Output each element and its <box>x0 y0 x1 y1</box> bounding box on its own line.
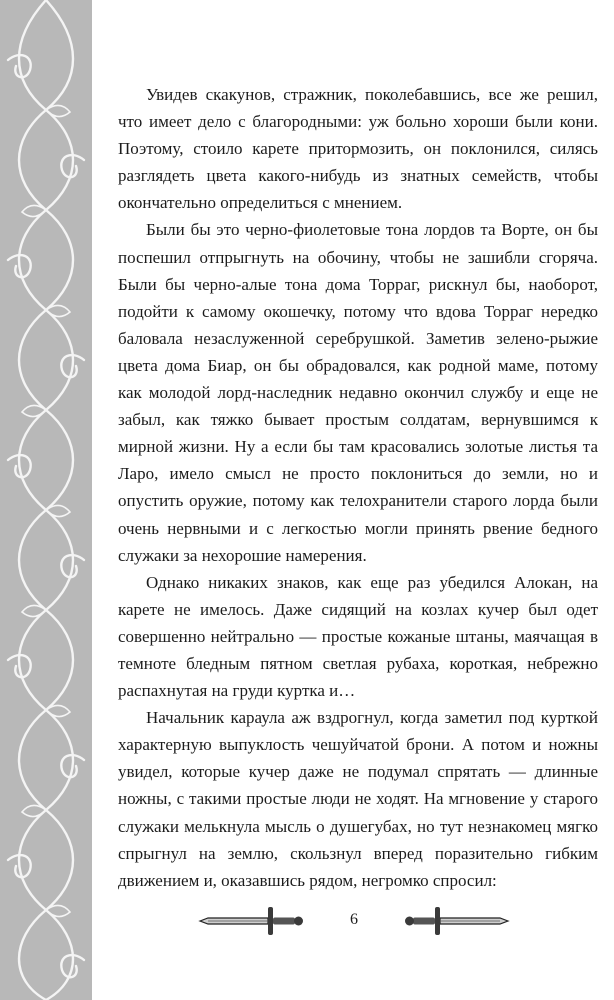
paragraph: Увидев скакунов, стражник, поколебавшись, все же решил, что имеет дело с благородными: уж больно хороши были кони. Поэтому, стоило карете притормозить, он поклонился, силясь разглядеть цвета какого-нибудь из знатных семейств, чтобы окончательно определиться с мнением. <box>118 85 598 213</box>
body-text <box>118 81 598 894</box>
paragraph: Начальник караула аж вздрогнул, когда заметил под курткой характерную выпуклость чешуйчатой брони. А потом и ножны увидел, которые кучер даже не подумал спрятать — длинные ножны, с такими простые люди не ходят. На мгновение у старого служаки мелькнула мысль о душегубах, но тут незнакомец мягко спрыгнул на землю, скользнул вперед поразительно гибким движением и, оказавшись рядом, негромко спросил: <box>118 708 598 890</box>
page-number: 6 <box>350 911 358 928</box>
decorative-floral-margin <box>0 0 92 1000</box>
dagger-icon <box>402 902 510 940</box>
page-footer <box>198 902 470 940</box>
paragraph: Были бы это черно-фиолетовые тона лордов та Ворте, он бы поспешил отпрыгнуть на обочину, чтобы не зашибли сгоряча. Были бы черно-алые тона дома Торраг, рискнул бы, наоборот, подойти к самому окошечку, потому что вдова Торраг нередко баловала незаслуженной серебрушкой. Заметив зелено-рыжие цвета дома Биар, он бы обрадовался, как родной маме, потому как молодой лорд-наследник недавно окончил службу и еще не забыл, как тяжко бывает простым солдатам, вернувшимся к мирной жизни. Ну а если бы там красовались золотые листья та Ларо, имело смысл не просто поклониться до земли, но и опустить оружие, потому как телохранители старого лорда были очень нервными и с легкостью могли принять рвение бедного служаки за нехорошие намерения. <box>118 220 598 565</box>
dagger-icon <box>198 902 306 940</box>
paragraph: Однако никаких знаков, как еще раз убедился Алокан, на карете не имелось. Даже сидящий на козлах кучер был одет совершенно нейтрально — простые кожаные штаны, маячащая в темноте бледным пятном светлая рубаха, короткая, небрежно распахнутая на груди куртка и… <box>118 572 598 701</box>
floral-scroll-ornament <box>0 0 92 1000</box>
